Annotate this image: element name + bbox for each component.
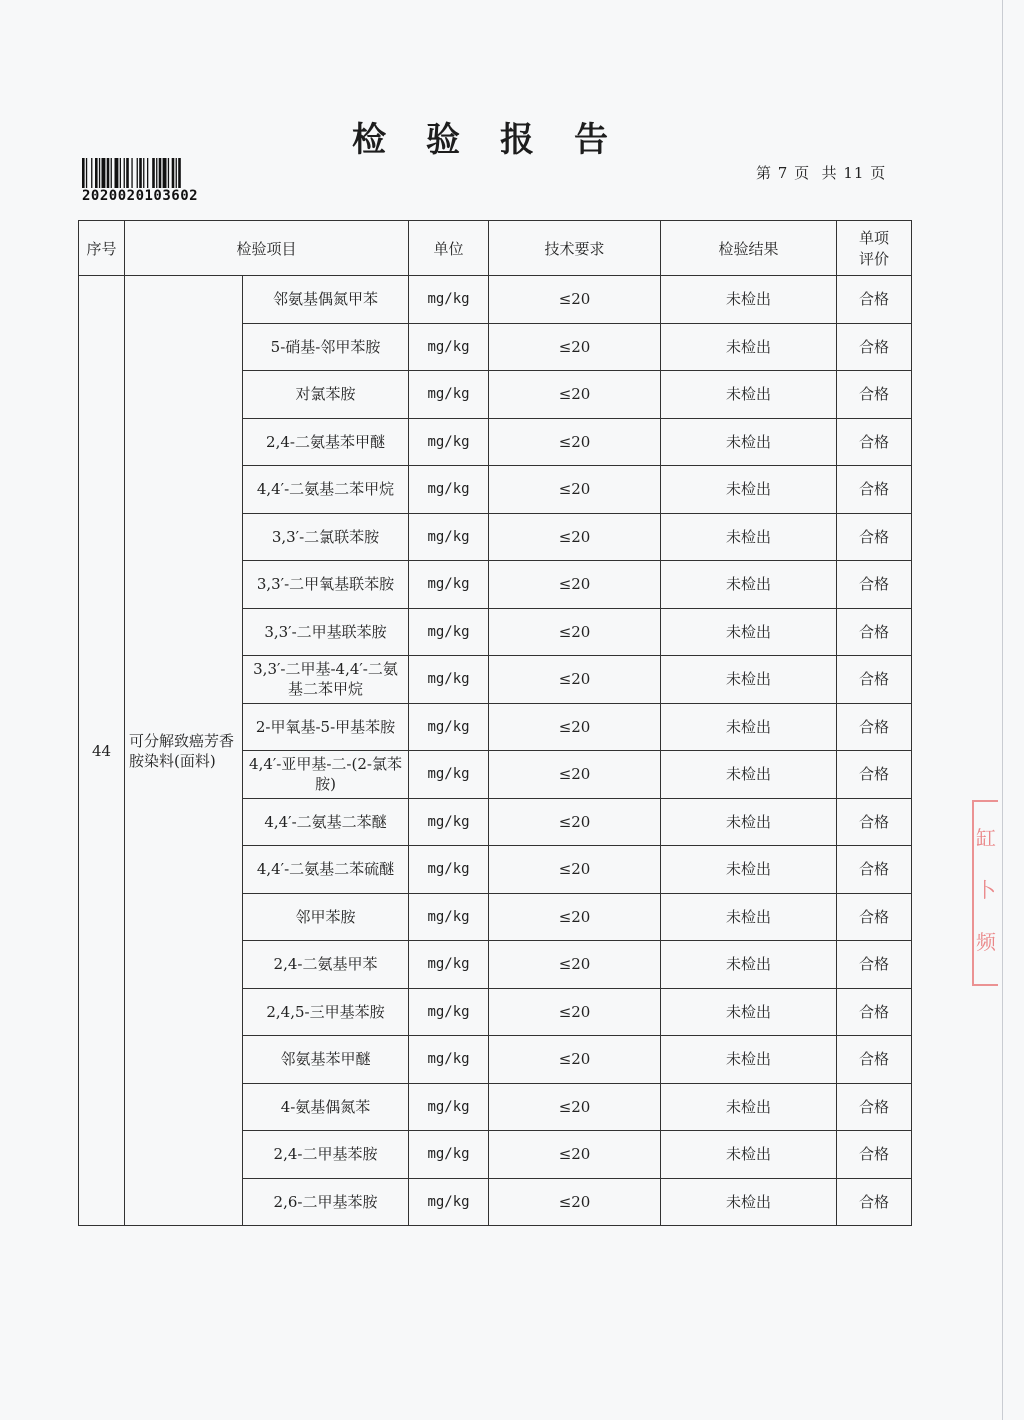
cell-item-name: 4-氨基偶氮苯 (243, 1083, 409, 1131)
header-item: 检验项目 (125, 221, 409, 276)
cell-result: 未检出 (661, 513, 837, 561)
header-evaluation-line1: 单项 (859, 229, 890, 247)
cell-unit: mg/kg (409, 656, 489, 704)
cell-result: 未检出 (661, 323, 837, 371)
cell-requirement: ≤20 (489, 371, 661, 419)
table-row (79, 276, 912, 324)
cell-result: 未检出 (661, 561, 837, 609)
cell-unit: mg/kg (409, 798, 489, 846)
barcode-bar (168, 158, 169, 188)
cell-unit: mg/kg (409, 1131, 489, 1179)
cell-result: 未检出 (661, 893, 837, 941)
cell-item-name: 3,3′-二甲基-4,4′-二氨基二苯甲烷 (243, 656, 409, 704)
cell-unit: mg/kg (409, 371, 489, 419)
cell-requirement: ≤20 (489, 1036, 661, 1084)
barcode-bar (139, 158, 142, 188)
header-requirement: 技术要求 (489, 221, 661, 276)
barcode-bar (120, 158, 121, 188)
cell-unit: mg/kg (409, 513, 489, 561)
cell-result: 未检出 (661, 371, 837, 419)
cell-item-name: 4,4′-二氨基二苯醚 (243, 798, 409, 846)
cell-requirement: ≤20 (489, 561, 661, 609)
cell-requirement: ≤20 (489, 608, 661, 656)
barcode-bar (176, 158, 177, 188)
cell-unit: mg/kg (409, 941, 489, 989)
barcode-bar (159, 158, 162, 188)
barcode-bar (178, 158, 181, 188)
header-unit: 单位 (409, 221, 489, 276)
report-title: 检验报告 (352, 120, 648, 160)
cell-result: 未检出 (661, 798, 837, 846)
barcode-bar (124, 158, 125, 188)
cell-item-name: 对氯苯胺 (243, 371, 409, 419)
table-body (79, 276, 912, 1226)
barcode (82, 158, 242, 204)
cell-evaluation: 合格 (837, 893, 912, 941)
cell-requirement: ≤20 (489, 276, 661, 324)
cell-requirement: ≤20 (489, 418, 661, 466)
cell-unit: mg/kg (409, 418, 489, 466)
page-info: 第 7 页 共 11 页 (756, 164, 887, 182)
cell-evaluation: 合格 (837, 276, 912, 324)
cell-result: 未检出 (661, 1178, 837, 1226)
barcode-bar (152, 158, 155, 188)
cell-unit: mg/kg (409, 561, 489, 609)
cell-unit: mg/kg (409, 1178, 489, 1226)
cell-category: 可分解致癌芳香胺染料(面料) (125, 276, 243, 1226)
cell-evaluation: 合格 (837, 1083, 912, 1131)
cell-evaluation: 合格 (837, 371, 912, 419)
cell-evaluation: 合格 (837, 703, 912, 751)
cell-seq: 44 (79, 276, 125, 1226)
cell-evaluation: 合格 (837, 846, 912, 894)
cell-evaluation: 合格 (837, 656, 912, 704)
cell-requirement: ≤20 (489, 751, 661, 799)
page-edge (1002, 0, 1003, 1420)
cell-item-name: 3,3′-二甲氧基联苯胺 (243, 561, 409, 609)
cell-result: 未检出 (661, 276, 837, 324)
cell-result: 未检出 (661, 846, 837, 894)
cell-item-name: 3,3′-二氯联苯胺 (243, 513, 409, 561)
cell-evaluation: 合格 (837, 1131, 912, 1179)
cell-item-name: 2,6-二甲基苯胺 (243, 1178, 409, 1226)
barcode-bar (86, 158, 87, 188)
cell-item-name: 4,4′-二氨基二苯硫醚 (243, 846, 409, 894)
cell-item-name: 邻氨基偶氮甲苯 (243, 276, 409, 324)
cell-result: 未检出 (661, 656, 837, 704)
cell-result: 未检出 (661, 1036, 837, 1084)
barcode-bar (156, 158, 157, 188)
cell-evaluation: 合格 (837, 1178, 912, 1226)
header-evaluation-line2: 评价 (859, 250, 890, 268)
cell-evaluation: 合格 (837, 798, 912, 846)
cell-requirement: ≤20 (489, 1083, 661, 1131)
cell-item-name: 2,4-二氨基苯甲醚 (243, 418, 409, 466)
red-seal-stamp: 缸 卜 频 (972, 800, 998, 986)
cell-requirement: ≤20 (489, 323, 661, 371)
cell-requirement: ≤20 (489, 846, 661, 894)
barcode-bar (91, 158, 92, 188)
header-result: 检验结果 (661, 221, 837, 276)
cell-item-name: 4,4′-亚甲基-二-(2-氯苯胺) (243, 751, 409, 799)
table-header-row (79, 221, 912, 276)
barcode-bar (82, 158, 85, 188)
cell-item-name: 邻甲苯胺 (243, 893, 409, 941)
barcode-bar (102, 158, 106, 188)
cell-result: 未检出 (661, 466, 837, 514)
cell-item-name: 5-硝基-邻甲苯胺 (243, 323, 409, 371)
cell-result: 未检出 (661, 608, 837, 656)
cell-item-name: 2-甲氧基-5-甲基苯胺 (243, 703, 409, 751)
barcode-bar (95, 158, 98, 188)
cell-unit: mg/kg (409, 1036, 489, 1084)
cell-item-name: 邻氨基苯甲醚 (243, 1036, 409, 1084)
cell-requirement: ≤20 (489, 1131, 661, 1179)
barcode-bar (115, 158, 119, 188)
cell-requirement: ≤20 (489, 466, 661, 514)
cell-unit: mg/kg (409, 608, 489, 656)
cell-evaluation: 合格 (837, 466, 912, 514)
cell-result: 未检出 (661, 941, 837, 989)
cell-evaluation: 合格 (837, 608, 912, 656)
barcode-bar (143, 158, 144, 188)
header-seq: 序号 (79, 221, 125, 276)
barcode-bars (82, 158, 238, 188)
barcode-bar (137, 158, 138, 188)
cell-item-name: 3,3′-二甲基联苯胺 (243, 608, 409, 656)
cell-item-name: 2,4-二氨基甲苯 (243, 941, 409, 989)
cell-result: 未检出 (661, 1131, 837, 1179)
cell-requirement: ≤20 (489, 893, 661, 941)
barcode-bar (172, 158, 175, 188)
cell-evaluation: 合格 (837, 323, 912, 371)
cell-item-name: 2,4-二甲基苯胺 (243, 1131, 409, 1179)
cell-requirement: ≤20 (489, 513, 661, 561)
barcode-bar (147, 158, 148, 188)
cell-requirement: ≤20 (489, 988, 661, 1036)
barcode-number: 2020020103602 (82, 188, 199, 204)
header-evaluation (837, 221, 912, 276)
cell-requirement: ≤20 (489, 1178, 661, 1226)
barcode-bar (163, 158, 167, 188)
cell-unit: mg/kg (409, 1083, 489, 1131)
cell-evaluation: 合格 (837, 1036, 912, 1084)
cell-result: 未检出 (661, 418, 837, 466)
cell-result: 未检出 (661, 1083, 837, 1131)
cell-evaluation: 合格 (837, 751, 912, 799)
cell-evaluation: 合格 (837, 941, 912, 989)
cell-requirement: ≤20 (489, 941, 661, 989)
cell-result: 未检出 (661, 751, 837, 799)
cell-unit: mg/kg (409, 703, 489, 751)
barcode-bar (131, 158, 132, 188)
barcode-bar (99, 158, 100, 188)
cell-evaluation: 合格 (837, 418, 912, 466)
cell-unit: mg/kg (409, 893, 489, 941)
barcode-bar (111, 158, 112, 188)
cell-unit: mg/kg (409, 988, 489, 1036)
cell-item-name: 2,4,5-三甲基苯胺 (243, 988, 409, 1036)
cell-requirement: ≤20 (489, 798, 661, 846)
cell-item-name: 4,4′-二氨基二苯甲烷 (243, 466, 409, 514)
cell-evaluation: 合格 (837, 561, 912, 609)
cell-unit: mg/kg (409, 466, 489, 514)
cell-unit: mg/kg (409, 751, 489, 799)
cell-unit: mg/kg (409, 846, 489, 894)
cell-unit: mg/kg (409, 323, 489, 371)
cell-evaluation: 合格 (837, 988, 912, 1036)
cell-result: 未检出 (661, 988, 837, 1036)
cell-requirement: ≤20 (489, 703, 661, 751)
cell-requirement: ≤20 (489, 656, 661, 704)
inspection-table (78, 220, 912, 1226)
barcode-bar (126, 158, 129, 188)
cell-evaluation: 合格 (837, 513, 912, 561)
cell-result: 未检出 (661, 703, 837, 751)
cell-unit: mg/kg (409, 276, 489, 324)
barcode-bar (107, 158, 110, 188)
